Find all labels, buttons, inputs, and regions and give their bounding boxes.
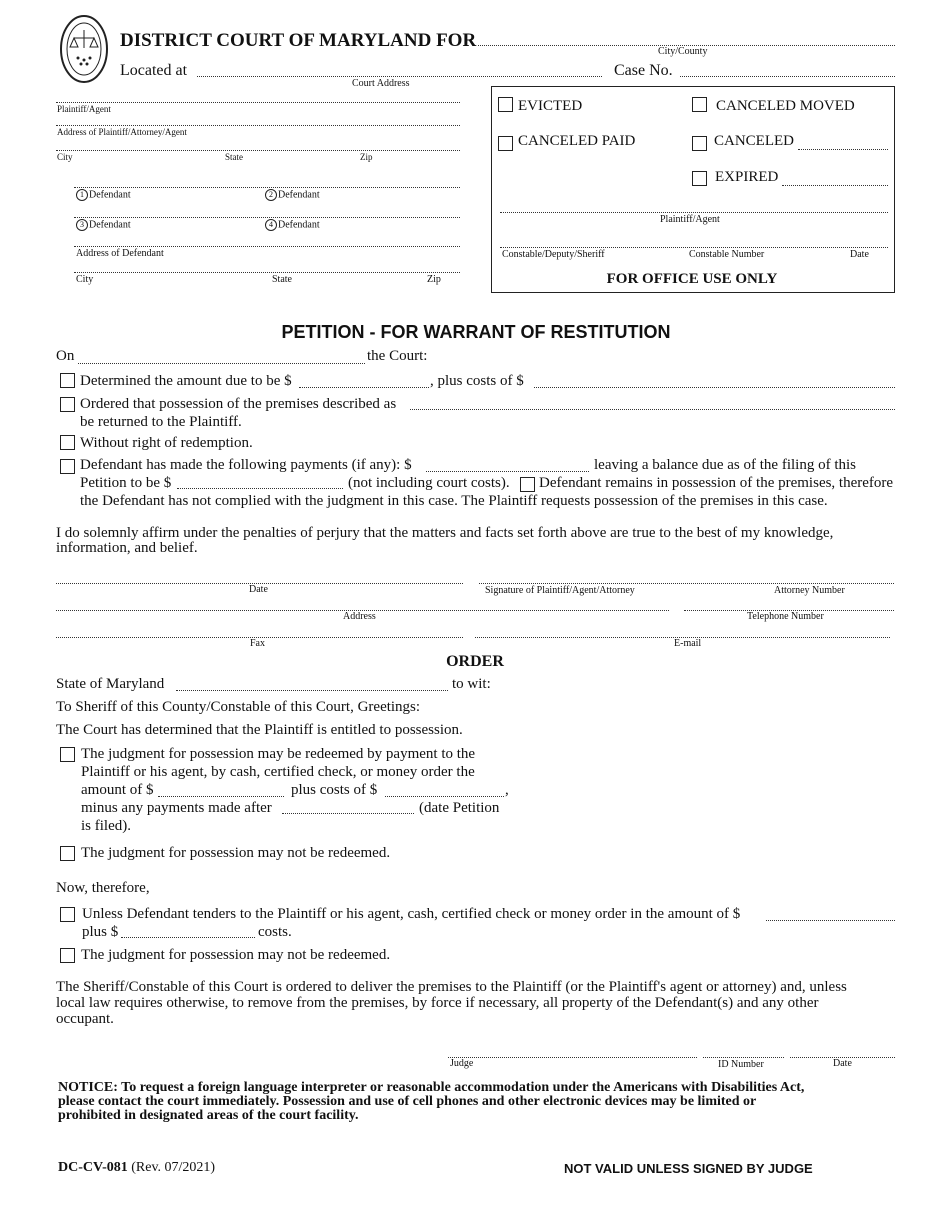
expired-label: EXPIRED <box>715 169 779 185</box>
number-2-icon: 2 <box>265 189 277 201</box>
on-date-field[interactable] <box>78 363 365 364</box>
plaintiff-agent-field[interactable] <box>56 102 460 103</box>
payments-after-field[interactable] <box>282 813 414 814</box>
canceled-moved-label: CANCELED MOVED <box>716 98 855 114</box>
defendant-2-text: Defendant <box>278 189 320 201</box>
unless-checkbox[interactable] <box>60 907 75 922</box>
office-plaintiff-field[interactable] <box>500 212 888 213</box>
redeem-costs-field[interactable] <box>385 796 504 797</box>
constable-field[interactable] <box>500 247 888 248</box>
premises-field[interactable] <box>410 409 895 410</box>
now-therefore-text: Now, therefore, <box>56 880 150 896</box>
plaintiff-address-field[interactable] <box>56 125 460 126</box>
affirmation-line-2: information, and belief. <box>56 540 198 556</box>
state-of-label: State of Maryland <box>56 676 165 692</box>
order-title: ORDER <box>446 653 504 670</box>
petition-to-be-label: Petition to be $ <box>80 475 172 491</box>
canceled-paid-checkbox[interactable] <box>498 136 513 151</box>
redeem-line-1: The judgment for possession may be redeemed by payment to the <box>81 746 476 762</box>
plus-costs-label: , plus costs of $ <box>430 373 524 389</box>
number-1-icon: 1 <box>76 189 88 201</box>
balance-label: leaving a balance due as of the filing of this <box>594 457 856 473</box>
court-costs-label: (not including court costs). <box>348 475 510 491</box>
notice-line-2: please contact the court immediately. Possession and use of cell phones and other electronic devices may be limited or <box>58 1094 757 1109</box>
unless-label: Unless Defendant tenders to the Plaintiff or his agent, cash, certified check or money order in the amount of $ <box>82 906 741 922</box>
defendant-city-label: City <box>76 274 94 285</box>
greeting-text: To Sheriff of this County/Constable of this Court, Greetings: <box>56 699 421 715</box>
form-number: DC-CV-081 <box>58 1160 128 1175</box>
defendant-1-label <box>76 189 131 201</box>
is-filed-label: is filed). <box>81 818 131 834</box>
court-title: DISTRICT COURT OF MARYLAND FOR <box>120 30 477 51</box>
telephone-label: Telephone Number <box>747 611 824 622</box>
not-redeemable-2-label: The judgment for possession may not be redeemed. <box>81 947 391 963</box>
fax-label: Fax <box>250 638 265 649</box>
evicted-label: EVICTED <box>518 98 583 114</box>
petition-title: PETITION - FOR WARRANT OF RESTITUTION <box>281 322 671 342</box>
case-no-label: Case No. <box>614 62 673 79</box>
id-number-field[interactable] <box>703 1057 784 1058</box>
remains-checkbox[interactable] <box>520 477 535 492</box>
notice-line-3: prohibited in designated areas of the court facility. <box>58 1108 359 1123</box>
not-complied-label: the Defendant has not complied with the judgment in this case. The Plaintiff requests possession of the premises in this case. <box>80 493 828 509</box>
possession-label: Ordered that possession of the premises described as <box>80 396 397 412</box>
defendant-1-text: Defendant <box>89 189 131 201</box>
to-wit-label: to wit: <box>452 676 491 692</box>
plus-label: plus $ <box>82 924 119 940</box>
state-county-field[interactable] <box>176 690 448 691</box>
email-label: E-mail <box>674 638 702 649</box>
on-label: On <box>56 348 75 364</box>
number-3-icon: 3 <box>76 219 88 231</box>
court-address-label: Court Address <box>352 78 410 89</box>
defendant-4-text: Defendant <box>278 219 320 231</box>
payments-label: Defendant has made the following payments (if any): $ <box>80 457 412 473</box>
plaintiff-city-label: City <box>57 152 73 162</box>
attorney-number-label: Attorney Number <box>774 585 845 596</box>
sig-date-label: Date <box>249 584 268 595</box>
constable-label: Constable/Deputy/Sheriff <box>502 249 605 260</box>
plaintiff-state-label: State <box>225 152 243 162</box>
date-petition-label: (date Petition <box>419 800 500 816</box>
signature-field[interactable] <box>479 583 894 584</box>
judge-date-label: Date <box>833 1058 852 1069</box>
payments-after-label: minus any payments made after <box>81 800 272 816</box>
defendant-row-1-field[interactable] <box>74 187 460 188</box>
canceled-paid-label: CANCELED PAID <box>518 133 636 149</box>
unless-amount-field[interactable] <box>766 920 895 921</box>
form-id <box>58 1160 215 1176</box>
number-4-icon: 4 <box>265 219 277 231</box>
affirmation-line-1: I do solemnly affirm under the penalties of perjury that the matters and facts set forth above are true to the best of my knowledge, <box>56 525 834 541</box>
redeem-comma: , <box>505 782 509 798</box>
possession-checkbox[interactable] <box>60 397 75 412</box>
returned-label: be returned to the Plaintiff. <box>80 414 242 430</box>
court-seal <box>60 14 108 84</box>
unless-plus-field[interactable] <box>121 937 255 938</box>
no-redemption-checkbox[interactable] <box>60 435 75 450</box>
plaintiff-address-label: Address of Plaintiff/Attorney/Agent <box>57 127 187 137</box>
defendant-3-text: Defendant <box>89 219 131 231</box>
notice-line-1: NOTICE: To request a foreign language interpreter or reasonable accommodation under the Americans with Disabilities Act, <box>58 1080 805 1095</box>
redeem-amount-label: amount of $ <box>81 782 154 798</box>
no-redemption-label: Without right of redemption. <box>80 435 253 451</box>
signature-label: Signature of Plaintiff/Agent/Attorney <box>485 585 635 596</box>
redeem-costs-label: plus costs of $ <box>291 782 378 798</box>
court-address-field[interactable] <box>197 76 602 77</box>
not-redeemable-1-label: The judgment for possession may not be redeemed. <box>81 845 391 861</box>
sheriff-order-line-1: The Sheriff/Constable of this Court is ordered to deliver the premises to the Plaintiff (or the Plaintiff's agent or attorney) and, unless <box>56 979 847 995</box>
city-county-label: City/County <box>658 46 708 57</box>
redeem-amount-field[interactable] <box>158 796 284 797</box>
judge-label: Judge <box>450 1058 474 1069</box>
canceled-label: CANCELED <box>714 133 794 149</box>
remains-label: Defendant remains in possession of the premises, therefore <box>539 475 894 491</box>
defendant-3-label <box>76 219 131 231</box>
defendant-2-label <box>265 189 320 201</box>
redeem-line-2: Plaintiff or his agent, by cash, certified check, or money order the <box>81 764 475 780</box>
not-redeemable-1-checkbox[interactable] <box>60 846 75 861</box>
canceled-moved-checkbox[interactable] <box>692 97 707 112</box>
unless-costs-label: costs. <box>258 924 292 940</box>
canceled-field[interactable] <box>798 149 888 150</box>
redeemable-checkbox[interactable] <box>60 747 75 762</box>
evicted-checkbox[interactable] <box>498 97 513 112</box>
plus-costs-field[interactable] <box>534 387 895 388</box>
not-redeemable-2-checkbox[interactable] <box>60 948 75 963</box>
amount-due-field[interactable] <box>299 387 429 388</box>
office-date-label: Date <box>850 249 869 260</box>
expired-checkbox[interactable] <box>692 171 707 186</box>
located-at-label: Located at <box>120 62 188 79</box>
plaintiff-city-field[interactable] <box>56 150 460 151</box>
defendant-address-label: Address of Defendant <box>76 248 164 259</box>
sig-address-label: Address <box>343 611 376 622</box>
plaintiff-zip-label: Zip <box>360 152 373 162</box>
constable-number-label: Constable Number <box>689 249 765 260</box>
defendant-city-field[interactable] <box>74 272 460 273</box>
determined-text: The Court has determined that the Plaintiff is entitled to possession. <box>56 722 463 738</box>
defendant-4-label <box>265 219 320 231</box>
plaintiff-agent-label: Plaintiff/Agent <box>57 104 111 114</box>
payments-checkbox[interactable] <box>60 459 75 474</box>
amount-due-label: Determined the amount due to be $ <box>80 373 292 389</box>
expired-field[interactable] <box>782 185 888 186</box>
amount-due-checkbox[interactable] <box>60 373 75 388</box>
sheriff-order-line-3: occupant. <box>56 1011 114 1027</box>
payments-field[interactable] <box>426 471 589 472</box>
form-revision: (Rev. 07/2021) <box>131 1160 216 1175</box>
defendant-zip-label: Zip <box>427 274 441 285</box>
judge-signature-field[interactable] <box>448 1057 697 1058</box>
defendant-state-label: State <box>272 274 292 285</box>
sheriff-order-line-2: local law requires otherwise, to remove from the premises, by force if necessary, all property of the Defendant(s) and any other <box>56 995 819 1011</box>
not-valid-notice: NOT VALID UNLESS SIGNED BY JUDGE <box>564 1161 813 1176</box>
id-number-label: ID Number <box>718 1059 764 1070</box>
petition-amount-field[interactable] <box>177 488 343 489</box>
the-court-label: the Court: <box>367 348 428 364</box>
defendant-row-2-field[interactable] <box>74 217 460 218</box>
office-use-box <box>491 86 895 293</box>
office-plaintiff-label: Plaintiff/Agent <box>660 214 720 225</box>
case-no-field[interactable] <box>680 76 895 77</box>
defendant-address-field[interactable] <box>74 246 460 247</box>
office-use-only-label: FOR OFFICE USE ONLY <box>606 271 778 287</box>
canceled-checkbox[interactable] <box>692 136 707 151</box>
